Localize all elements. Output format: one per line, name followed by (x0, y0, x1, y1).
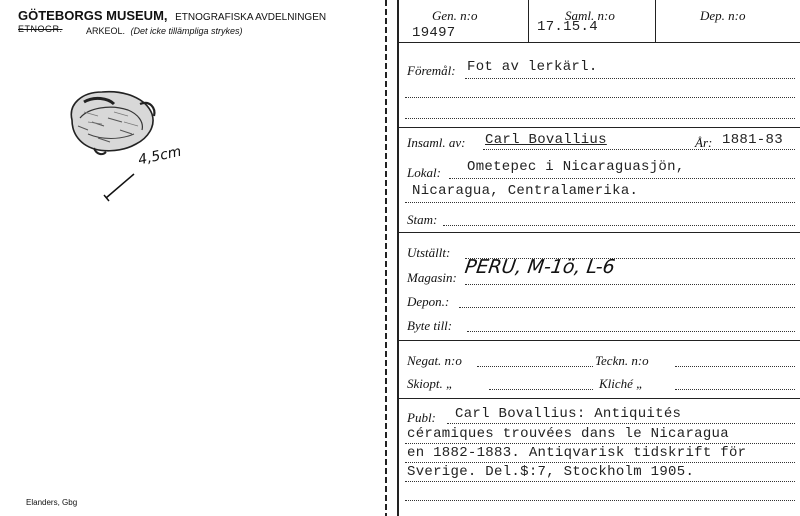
form-border (397, 0, 399, 516)
teckn-line (675, 366, 795, 367)
publ-dotline-1 (447, 423, 795, 424)
header-divider-1 (528, 0, 529, 42)
section-rule-2 (397, 232, 800, 233)
saml-label: Saml. n:o (565, 8, 615, 23)
publ-dotline-3 (405, 462, 795, 463)
byte-label: Byte till: (407, 318, 453, 333)
catalog-form (385, 0, 800, 516)
gen-value: 19497 (412, 25, 456, 41)
negat-line (477, 366, 593, 367)
magasin-value: PERU, M-1ö, L-6 (463, 256, 617, 278)
header-rule (397, 42, 800, 43)
foremal-line-2 (405, 97, 795, 98)
foremal-line-3 (405, 118, 795, 119)
lokal-label: Lokal: (407, 165, 441, 180)
etnogr-stamp: ETNOGR. (18, 24, 63, 34)
publ-line-3: en 1882-1883. Antiqvarisk tidskrift för (407, 445, 747, 461)
insaml-value: Carl Bovallius (485, 132, 607, 148)
insaml-line (483, 149, 795, 150)
kliche-label: Kliché „ (599, 376, 644, 391)
publ-line-4: Sverige. Del.$:7, Stockholm 1905. (407, 464, 695, 480)
department-name: ETNOGRAFISKA AVDELNINGEN (175, 12, 327, 23)
saml-value: 17.15.4 (537, 19, 598, 35)
header-divider-2 (655, 0, 656, 42)
teckn-label: Teckn. n:o (595, 353, 649, 368)
utstallt-label: Utställt: (407, 245, 451, 260)
lokal-line-2: Nicaragua, Centralamerika. (412, 183, 639, 199)
byte-line (467, 331, 795, 332)
stam-line (443, 225, 795, 226)
foremal-line (465, 78, 795, 79)
insaml-label: Insaml. av: (407, 135, 466, 150)
publ-label: Publ: (407, 410, 436, 425)
publ-line-1: Carl Bovallius: Antiquités (455, 406, 682, 422)
gen-label: Gen. n:o (432, 8, 478, 23)
printer-mark: Elanders, Gbg (26, 498, 78, 507)
arkeol-text: ARKEOL. (86, 26, 126, 36)
arkeol-label (86, 26, 243, 36)
measure-note: 4,5cm (136, 143, 183, 169)
museum-name (18, 8, 326, 23)
magasin-label: Magasin: (407, 270, 457, 285)
lokal-dotline-2 (405, 202, 795, 203)
kliche-line (675, 389, 795, 390)
museum-title: GÖTEBORGS MUSEUM, (18, 8, 168, 23)
publ-dotline-5 (405, 500, 795, 501)
negat-label: Negat. n:o (407, 353, 462, 368)
publ-dotline-2 (405, 443, 795, 444)
skiopt-line (489, 389, 593, 390)
dep-label: Dep. n:o (700, 8, 746, 23)
foremal-label: Föremål: (407, 63, 456, 78)
foremal-value: Fot av lerkärl. (467, 59, 598, 75)
section-rule-4 (397, 398, 800, 399)
ar-value: 1881-83 (722, 132, 783, 148)
lokal-line-1: Ometepec i Nicaraguasjön, (467, 159, 685, 175)
ar-label: År: (695, 135, 713, 150)
stam-label: Stam: (407, 212, 438, 227)
magasin-line (465, 284, 795, 285)
depon-line (459, 307, 795, 308)
section-rule-1 (397, 127, 800, 128)
skiopt-label: Skiopt. „ (407, 376, 454, 391)
measure-arrow-icon (100, 168, 140, 204)
card-left-panel (0, 0, 385, 516)
publ-dotline-4 (405, 481, 795, 482)
publ-line-2: céramiques trouvées dans le Nicaragua (407, 426, 729, 442)
lokal-dotline-1 (449, 178, 795, 179)
depon-label: Depon.: (407, 294, 450, 309)
strike-note: (Det icke tillämpliga strykes) (130, 26, 243, 36)
section-rule-3 (397, 340, 800, 341)
